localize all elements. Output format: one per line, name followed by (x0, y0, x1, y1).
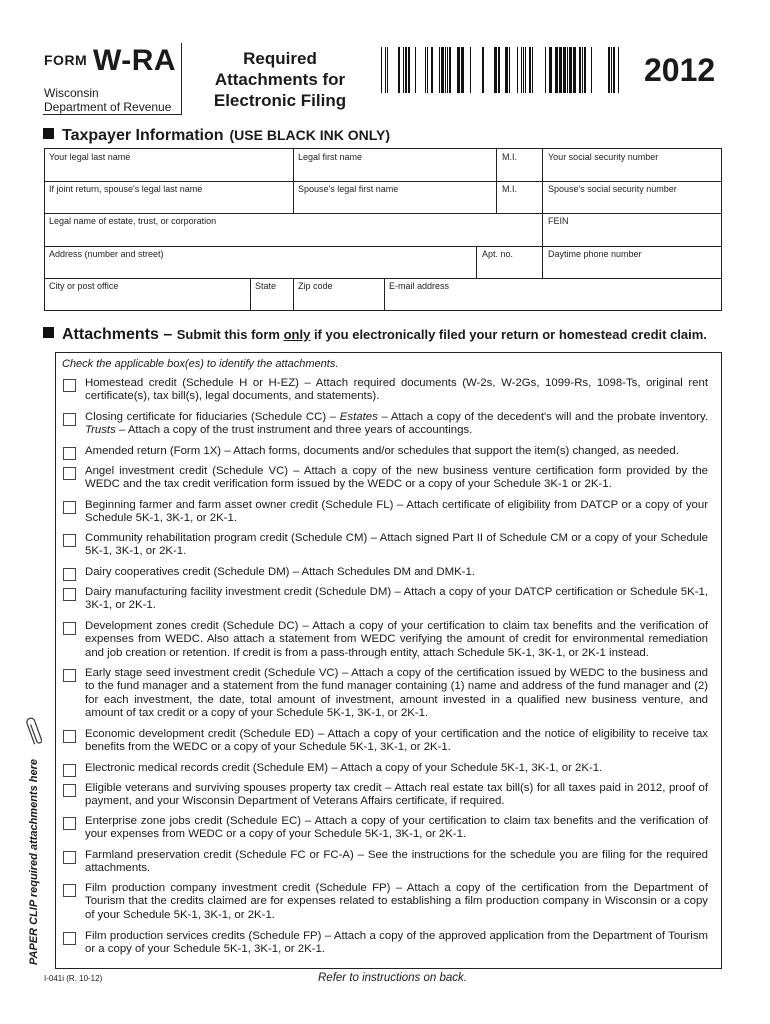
barcode-bar (425, 47, 426, 93)
form-code: W-RA (93, 44, 177, 77)
attachment-item-electronic-medical-records (63, 762, 708, 775)
attachment-item-veterans-property-tax (63, 782, 708, 809)
spouse-last-name-field[interactable]: If joint return, spouse's legal last name (49, 184, 203, 194)
barcode-bar (431, 47, 433, 93)
barcode-bar (591, 47, 592, 93)
attachment-item-closing-certificate (63, 411, 708, 438)
taxpayer-heading (43, 127, 390, 145)
attachment-item-dairy-cooperatives (63, 566, 708, 579)
city-field[interactable]: City or post office (49, 281, 119, 291)
ink-note: (USE BLACK INK ONLY) (229, 127, 391, 143)
barcode-bar (398, 47, 400, 93)
middle-initial-field[interactable]: M.I. (502, 152, 517, 162)
barcode-bar (567, 47, 568, 93)
barcode-bar (563, 47, 566, 93)
attachment-item-film-production-company (63, 882, 708, 922)
attachment-text: Eligible veterans and surviving spouses property tax credit – Attach real estate tax bill(s) for all taxes paid in 2012, proof of payment, and your Wisconsin Department of Veterans Affairs certificate, if required. (85, 782, 708, 808)
checkbox-veterans-property-tax[interactable] (63, 784, 76, 797)
barcode-bar (573, 47, 576, 93)
taxpayer-grid (44, 148, 722, 311)
attachment-text: Beginning farmer and farm asset owner credit (Schedule FL) – Attach certificate of eligibility from DATCP or a copy of your Schedule 5K-1, 3K-1, or 2K-1. (85, 499, 708, 525)
form-title (200, 48, 360, 111)
header-underline (43, 114, 181, 115)
checkbox-dairy-manufacturing[interactable] (63, 588, 76, 601)
email-field[interactable]: E-mail address (389, 281, 450, 291)
back-note: Refer to instructions on back. (318, 972, 467, 984)
col-divider (293, 181, 294, 213)
col-divider (476, 246, 477, 278)
attachment-text: Community rehabilitation program credit (Schedule CM) – Attach signed Part II of Schedule CM or a copy of your Schedule 5K-1, 3K-1, or 2K-1. (85, 532, 708, 558)
barcode-bar (582, 47, 583, 93)
paper-clip-note: PAPER CLIP required attachments here (28, 759, 40, 965)
only-emphasis: only (283, 327, 311, 342)
row-divider (45, 278, 721, 279)
checkbox-angel-investment[interactable] (63, 467, 76, 480)
barcode-bar (381, 47, 382, 93)
header-divider (181, 43, 182, 115)
barcode-bar (545, 47, 546, 93)
checkbox-dairy-cooperatives[interactable] (63, 568, 76, 581)
checkbox-enterprise-zone[interactable] (63, 817, 76, 830)
row-divider (45, 246, 721, 247)
barcode-bar (517, 47, 518, 93)
col-divider (542, 246, 543, 278)
checkbox-early-stage-seed[interactable] (63, 669, 76, 682)
address-field[interactable]: Address (number and street) (49, 249, 164, 259)
fein-field[interactable]: FEIN (548, 216, 569, 226)
barcode-bar (445, 47, 446, 93)
barcode-bar (403, 47, 404, 93)
legal-first-name-field[interactable]: Legal first name (298, 152, 363, 162)
col-divider (293, 278, 294, 311)
spouse-ssn-field[interactable]: Spouse's social security number (548, 184, 677, 194)
barcode (381, 47, 621, 93)
attachment-item-development-zones (63, 620, 708, 660)
attachment-item-community-rehabilitation (63, 532, 708, 559)
taxpayer-heading-text: Taxpayer Information (62, 127, 224, 144)
barcode-bar (618, 47, 619, 93)
barcode-bar (385, 47, 386, 93)
form-title-line: Electronic Filing (213, 91, 347, 110)
attachments-heading-text: Attachments (62, 326, 159, 343)
attachments-instruction: Check the applicable box(es) to identify the attachments. (62, 358, 339, 370)
form-title-line: Required (243, 49, 317, 68)
form-label: FORM (44, 52, 88, 68)
attachment-item-farmland-preservation (63, 849, 708, 876)
col-divider (384, 278, 385, 311)
state-field[interactable]: State (255, 281, 277, 291)
barcode-bar (405, 47, 407, 93)
form-id: I-041i (R. 10-12) (44, 974, 103, 983)
section-bullet-icon (43, 327, 54, 338)
form-title-line: Attachments for (214, 70, 346, 89)
checkbox-beginning-farmer[interactable] (63, 501, 76, 514)
barcode-bar (529, 47, 531, 93)
barcode-bar (505, 47, 508, 93)
barcode-bar (608, 47, 610, 93)
attachment-text: Economic development credit (Schedule ED) – Attach a copy of your certification and the notice of eligibility to receive tax benefits from the WEDC or a copy of your Schedule 5K-1, 3K-1, or 2K-1. (85, 728, 708, 754)
barcode-bar (569, 47, 572, 93)
ssn-field[interactable]: Your social security number (548, 152, 659, 162)
barcode-bar (441, 47, 444, 93)
row-divider (45, 213, 721, 214)
barcode-bar (613, 47, 615, 93)
barcode-bar (611, 47, 612, 93)
attachments-subheading: Submit this form only if you electronically filed your return or homestead credit claim. (176, 327, 707, 342)
checkbox-amended-return[interactable] (63, 447, 76, 460)
attachment-item-angel-investment (63, 465, 708, 492)
attachment-text: Angel investment credit (Schedule VC) – Attach a copy of the new business venture certification form provided by the WEDC and the tax credit verification form issued by the WEDC or a copy of your Schedule 3K-1 or 2K-1. (85, 465, 708, 491)
barcode-bar (408, 47, 410, 93)
attachment-text: Electronic medical records credit (Schedule EM) – Attach a copy of your Schedule 5K-1, 3K-1, or 2K-1. (85, 762, 603, 774)
attachment-text: Enterprise zone jobs credit (Schedule EC) – Attach a copy of your certification to claim tax benefits and the verification of your expenses from WEDC or a copy of your Schedule 5K-1, 3K-1, or 2K-1. (85, 815, 708, 841)
barcode-bar (521, 47, 522, 93)
attachment-text: Dairy cooperatives credit (Schedule DM) – Attach Schedules DM and DMK-1. (85, 566, 475, 578)
apt-field[interactable]: Apt. no. (482, 249, 514, 259)
barcode-bar (555, 47, 558, 93)
attachment-text: Early stage seed investment credit (Schedule VC) – Attach a copy of the certification issued by WEDC to the business and to the fund manager and a statement from the fund manager containing (1) name and address of the fund manager and (2) for each investment, the date, total amount of investment, amount invested in a qualified new business venture, and amount of tax credit or a copy of your Schedule 5K-1, 3K-1, or 2K-1. (85, 667, 708, 720)
attachment-text: Film production company investment credit (Schedule FP) – Attach a copy of the certification from the Department of Tourism that the credits claimed are for expenses related to establishing a film production company in Wisconsin or a copy of your Schedule 5K-1, 3K-1, or 2K-1. (85, 882, 708, 921)
phone-field[interactable]: Daytime phone number (548, 249, 642, 259)
checkbox-homestead[interactable] (63, 379, 76, 392)
spouse-first-name-field[interactable]: Spouse's legal first name (298, 184, 399, 194)
col-divider (250, 278, 251, 311)
checkbox-development-zones[interactable] (63, 622, 76, 635)
checkbox-closing-certificate[interactable] (63, 413, 76, 426)
barcode-bar (461, 47, 464, 93)
zip-field[interactable]: Zip code (298, 281, 333, 291)
col-divider (293, 149, 294, 181)
barcode-bar (523, 47, 524, 93)
barcode-bar (525, 47, 526, 93)
checkbox-farmland-preservation[interactable] (63, 851, 76, 864)
attachments-heading (43, 326, 707, 344)
barcode-bar (449, 47, 451, 93)
attachment-item-early-stage-seed (63, 667, 708, 721)
barcode-bar (457, 47, 460, 93)
attachment-item-film-production-services (63, 930, 708, 957)
agency-state: Wisconsin (44, 86, 99, 100)
agency-department: Department of Revenue (44, 100, 172, 114)
barcode-bar (579, 47, 581, 93)
attachment-text: Dairy manufacturing facility investment credit (Schedule DM) – Attach a copy of your DATCP certification or Schedule 5K-1, 3K-1, or 2K-1. (85, 586, 708, 612)
barcode-bar (415, 47, 416, 93)
attachment-text: Homestead credit (Schedule H or H-EZ) – Attach required documents (W-2s, W-2Gs, 1099-Rs, 1098-Ts, original rent certificate(s), tax bill(s), legal documents, and statements). (85, 377, 708, 403)
col-divider (496, 181, 497, 213)
barcode-bar (427, 47, 428, 93)
checkbox-economic-development[interactable] (63, 730, 76, 743)
barcode-bar (470, 47, 471, 93)
barcode-bar (559, 47, 562, 93)
barcode-bar (509, 47, 510, 93)
barcode-bar (494, 47, 497, 93)
col-divider (496, 149, 497, 181)
barcode-bar (447, 47, 448, 93)
attachment-text: Film production services credits (Schedule FP) – Attach a copy of the approved application from the Department of Tourism or a copy of your Schedule 5K-1, 3K-1, or 2K-1. (85, 930, 708, 956)
col-divider (542, 181, 543, 213)
row-divider (45, 181, 721, 182)
barcode-bar (584, 47, 586, 93)
paperclip-icon (24, 714, 42, 748)
barcode-bar (482, 47, 484, 93)
barcode-bar (439, 47, 440, 93)
attachment-item-enterprise-zone (63, 815, 708, 842)
attachment-text: Farmland preservation credit (Schedule FC or FC-A) – See the instructions for the schedule you are filing for the required attachments. (85, 849, 708, 875)
attachment-text: Development zones credit (Schedule DC) – Attach a copy of your certification to claim tax benefits and the verification of expenses from WEDC. Also attach a statement from WEDC verifying the amount of credit for environmental remediation and job creation or retention. If credit is from a pass-through entity, attach Schedule 5K-1, 3K-1, or 2K-1 instead. (85, 620, 708, 659)
checkbox-community-rehabilitation[interactable] (63, 534, 76, 547)
attachment-item-homestead (63, 377, 708, 404)
barcode-bar (387, 47, 388, 93)
col-divider (542, 213, 543, 246)
barcode-bar (549, 47, 552, 93)
tax-year: 2012 (644, 52, 716, 88)
barcode-bar (498, 47, 500, 93)
attachment-item-economic-development (63, 728, 708, 755)
attachment-item-dairy-manufacturing (63, 586, 708, 613)
attachment-text: Amended return (Form 1X) – Attach forms, documents and/or schedules that support the item(s) changed, as needed. (85, 445, 679, 457)
heading-dash: – (158, 326, 177, 343)
estate-name-field[interactable]: Legal name of estate, trust, or corporation (49, 216, 217, 226)
legal-last-name-field[interactable]: Your legal last name (49, 152, 131, 162)
checkbox-film-production-company[interactable] (63, 884, 76, 897)
checkbox-film-production-services[interactable] (63, 932, 76, 945)
col-divider (542, 149, 543, 181)
spouse-middle-initial-field[interactable]: M.I. (502, 184, 517, 194)
attachment-item-amended-return (63, 445, 708, 458)
attachment-item-beginning-farmer (63, 499, 708, 526)
section-bullet-icon (43, 128, 54, 139)
attachment-text: Closing certificate for fiduciaries (Schedule CC) – Estates – Attach a copy of the decedent's will and the probate inventory. Trusts – Attach a copy of the trust instrument and three years of accountings. (85, 411, 708, 437)
barcode-bar (532, 47, 533, 93)
checkbox-electronic-medical-records[interactable] (63, 764, 76, 777)
